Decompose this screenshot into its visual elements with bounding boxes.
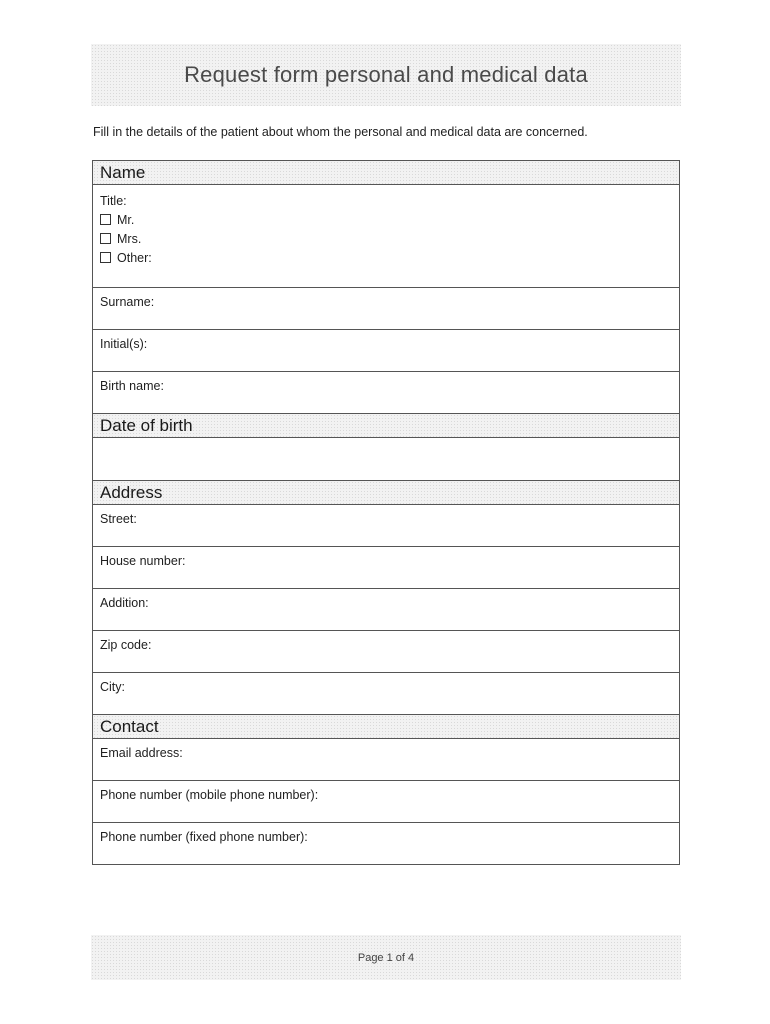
intro-text: Fill in the details of the patient about whom the personal and medical data are concerned. (93, 125, 588, 139)
addition-label: Addition: (100, 596, 149, 610)
request-form (92, 160, 680, 865)
title-band (91, 44, 681, 106)
city-field[interactable] (93, 673, 679, 715)
street-label: Street: (100, 512, 137, 526)
page-number: Page 1 of 4 (357, 951, 415, 964)
section-address-title: Address (100, 482, 163, 502)
zip-code-label: Zip code: (100, 638, 152, 652)
dob-field[interactable] (93, 438, 679, 481)
section-name-title: Name (100, 162, 146, 182)
mobile-phone-field[interactable] (93, 781, 679, 823)
surname-field[interactable] (93, 288, 679, 330)
section-contact-title: Contact (100, 716, 159, 736)
email-label: Email address: (100, 746, 183, 760)
title-option-other[interactable]: Other: (100, 249, 679, 268)
section-address-header (93, 481, 679, 505)
title-field (93, 185, 679, 288)
checkbox-mrs[interactable] (100, 233, 111, 244)
street-field[interactable] (93, 505, 679, 547)
surname-label: Surname: (100, 295, 155, 309)
city-label: City: (100, 680, 125, 694)
title-option-mr[interactable]: Mr. (100, 211, 679, 230)
fixed-phone-label: Phone number (fixed phone number): (100, 830, 308, 844)
birth-name-field[interactable] (93, 372, 679, 414)
footer-band (91, 935, 681, 980)
addition-field[interactable] (93, 589, 679, 631)
checkbox-mr[interactable] (100, 214, 111, 225)
section-contact-header (93, 715, 679, 739)
title-option-mrs[interactable]: Mrs. (100, 230, 679, 249)
mobile-phone-label: Phone number (mobile phone number): (100, 788, 319, 802)
page-title: Request form personal and medical data (184, 62, 588, 87)
house-number-label: House number: (100, 554, 186, 568)
section-name-header (93, 161, 679, 185)
title-label: Title: (100, 194, 127, 208)
section-dob-header (93, 414, 679, 438)
zip-code-field[interactable] (93, 631, 679, 673)
checkbox-other[interactable] (100, 252, 111, 263)
email-field[interactable] (93, 739, 679, 781)
initials-label: Initial(s): (100, 337, 148, 351)
section-dob-title: Date of birth (100, 415, 193, 435)
birth-name-label: Birth name: (100, 379, 164, 393)
house-number-field[interactable] (93, 547, 679, 589)
fixed-phone-field[interactable] (93, 823, 679, 865)
initials-field[interactable] (93, 330, 679, 372)
